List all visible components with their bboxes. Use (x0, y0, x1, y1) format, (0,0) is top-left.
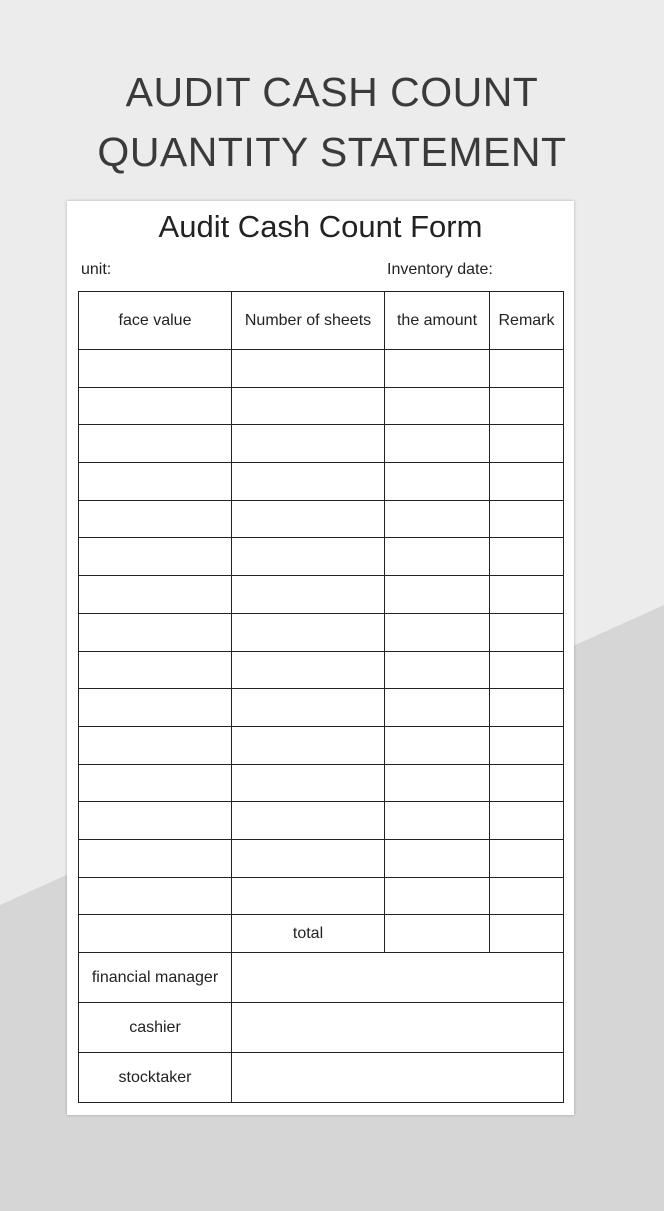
column-header-remark: Remark (490, 292, 564, 350)
face-value-cell[interactable] (79, 500, 232, 538)
remark-cell[interactable] (490, 425, 564, 463)
remark-cell[interactable] (490, 877, 564, 915)
unit-label: unit: (81, 261, 112, 278)
face-value-cell[interactable] (79, 425, 232, 463)
face-value-cell[interactable] (79, 651, 232, 689)
number-of-sheets-cell[interactable] (232, 463, 385, 501)
total-blank-cell (79, 915, 232, 953)
amount-cell[interactable] (385, 689, 490, 727)
number-of-sheets-cell[interactable] (232, 651, 385, 689)
signature-row (79, 1053, 564, 1103)
remark-cell[interactable] (490, 613, 564, 651)
amount-cell[interactable] (385, 613, 490, 651)
face-value-cell[interactable] (79, 726, 232, 764)
face-value-cell[interactable] (79, 764, 232, 802)
number-of-sheets-cell[interactable] (232, 802, 385, 840)
remark-cell[interactable] (490, 726, 564, 764)
remark-cell[interactable] (490, 689, 564, 727)
number-of-sheets-cell[interactable] (232, 500, 385, 538)
remark-cell[interactable] (490, 538, 564, 576)
poster-title-line-2: QUANTITY STATEMENT (97, 129, 567, 175)
total-label: total (232, 915, 385, 953)
face-value-cell[interactable] (79, 877, 232, 915)
table-row (79, 387, 564, 425)
signature-row (79, 953, 564, 1003)
poster-title (0, 62, 664, 182)
signature-label: stocktaker (79, 1053, 232, 1103)
face-value-cell[interactable] (79, 576, 232, 614)
table-row (79, 350, 564, 388)
remark-cell[interactable] (490, 387, 564, 425)
amount-cell[interactable] (385, 350, 490, 388)
amount-cell[interactable] (385, 387, 490, 425)
signature-label: financial manager (79, 953, 232, 1003)
table-row (79, 802, 564, 840)
table-row (79, 877, 564, 915)
remark-cell[interactable] (490, 350, 564, 388)
number-of-sheets-cell[interactable] (232, 839, 385, 877)
total-amount-cell[interactable] (385, 915, 490, 953)
number-of-sheets-cell[interactable] (232, 689, 385, 727)
face-value-cell[interactable] (79, 802, 232, 840)
amount-cell[interactable] (385, 500, 490, 538)
form-title: Audit Cash Count Form (158, 209, 483, 244)
signature-field[interactable] (232, 1053, 564, 1103)
table-row (79, 689, 564, 727)
number-of-sheets-cell[interactable] (232, 764, 385, 802)
face-value-cell[interactable] (79, 613, 232, 651)
face-value-cell[interactable] (79, 538, 232, 576)
number-of-sheets-cell[interactable] (232, 576, 385, 614)
remark-cell[interactable] (490, 500, 564, 538)
poster-title-line-1: AUDIT CASH COUNT (125, 69, 539, 115)
number-of-sheets-cell[interactable] (232, 387, 385, 425)
table-row (79, 538, 564, 576)
remark-cell[interactable] (490, 839, 564, 877)
remark-cell[interactable] (490, 463, 564, 501)
amount-cell[interactable] (385, 764, 490, 802)
amount-cell[interactable] (385, 726, 490, 764)
amount-cell[interactable] (385, 576, 490, 614)
column-header-number-of-sheets: Number of sheets (232, 292, 385, 350)
table-header-row (79, 292, 564, 350)
amount-cell[interactable] (385, 651, 490, 689)
table-row (79, 764, 564, 802)
number-of-sheets-cell[interactable] (232, 538, 385, 576)
face-value-cell[interactable] (79, 387, 232, 425)
amount-cell[interactable] (385, 425, 490, 463)
face-value-cell[interactable] (79, 839, 232, 877)
signature-label: cashier (79, 1003, 232, 1053)
remark-cell[interactable] (490, 651, 564, 689)
number-of-sheets-cell[interactable] (232, 877, 385, 915)
face-value-cell[interactable] (79, 463, 232, 501)
table-row (79, 425, 564, 463)
table-row (79, 651, 564, 689)
column-header-face-value: face value (79, 292, 232, 350)
remark-cell[interactable] (490, 576, 564, 614)
amount-cell[interactable] (385, 538, 490, 576)
table-row (79, 576, 564, 614)
number-of-sheets-cell[interactable] (232, 726, 385, 764)
total-remark-cell[interactable] (490, 915, 564, 953)
cash-count-table (78, 291, 564, 1103)
face-value-cell[interactable] (79, 689, 232, 727)
table-row (79, 839, 564, 877)
amount-cell[interactable] (385, 463, 490, 501)
amount-cell[interactable] (385, 802, 490, 840)
total-row (79, 915, 564, 953)
form-sheet (67, 201, 574, 1115)
table-row (79, 726, 564, 764)
face-value-cell[interactable] (79, 350, 232, 388)
number-of-sheets-cell[interactable] (232, 425, 385, 463)
remark-cell[interactable] (490, 764, 564, 802)
signature-field[interactable] (232, 953, 564, 1003)
column-header-amount: the amount (385, 292, 490, 350)
remark-cell[interactable] (490, 802, 564, 840)
number-of-sheets-cell[interactable] (232, 613, 385, 651)
number-of-sheets-cell[interactable] (232, 350, 385, 388)
inventory-date-label: Inventory date: (387, 261, 493, 278)
table-row (79, 463, 564, 501)
signature-row (79, 1003, 564, 1053)
signature-field[interactable] (232, 1003, 564, 1053)
amount-cell[interactable] (385, 877, 490, 915)
amount-cell[interactable] (385, 839, 490, 877)
table-row (79, 613, 564, 651)
table-row (79, 500, 564, 538)
